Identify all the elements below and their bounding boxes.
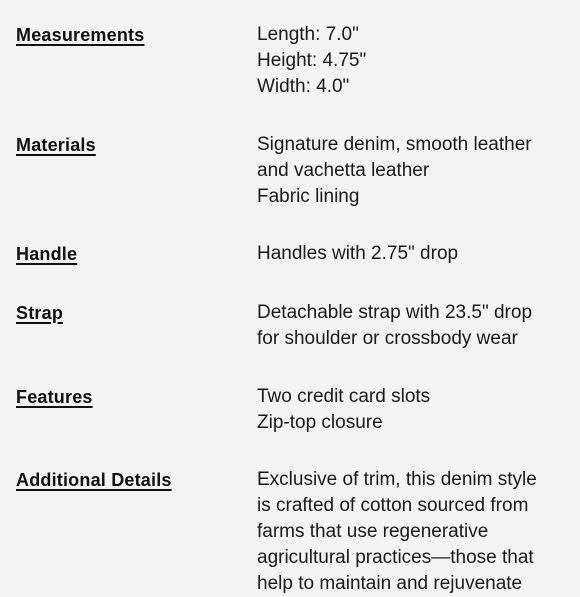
spec-value-line: Two credit card slots: [257, 386, 431, 407]
spec-value-additional-details: [257, 467, 577, 597]
spec-label-features: Features: [16, 387, 93, 407]
spec-value-line: help to maintain and rejuvenate: [257, 573, 523, 594]
spec-label-handle: Handle: [16, 244, 78, 264]
spec-value-line: farms that use regenerative: [257, 521, 489, 542]
spec-value-measurements: [257, 22, 577, 100]
spec-value-features: [257, 384, 577, 436]
spec-value-line: Detachable strap with 23.5" drop: [257, 302, 533, 323]
spec-value-line: Length: 7.0": [257, 24, 359, 45]
spec-value-line: Height: 4.75": [257, 50, 367, 71]
spec-label-additional-details: Additional Details: [16, 470, 172, 490]
spec-value-line: Width: 4.0": [257, 76, 350, 97]
spec-value-strap: [257, 300, 577, 352]
spec-label-measurements: Measurements: [16, 25, 145, 45]
spec-value-handle: [257, 241, 577, 267]
spec-value-materials: [257, 132, 577, 210]
spec-value-line: Signature denim, smooth leather: [257, 134, 532, 155]
spec-value-line: Zip-top closure: [257, 412, 383, 433]
spec-label-materials: Materials: [16, 135, 96, 155]
spec-value-line: Exclusive of trim, this denim style: [257, 469, 537, 490]
spec-value-line: for shoulder or crossbody wear: [257, 328, 518, 349]
spec-value-line: is crafted of cotton sourced from: [257, 495, 529, 516]
spec-value-line: Handles with 2.75" drop: [257, 243, 459, 264]
spec-value-line: agricultural practices—those that: [257, 547, 534, 568]
spec-value-line: Fabric lining: [257, 186, 360, 207]
spec-value-line: and vachetta leather: [257, 160, 430, 181]
spec-label-strap: Strap: [16, 303, 64, 323]
